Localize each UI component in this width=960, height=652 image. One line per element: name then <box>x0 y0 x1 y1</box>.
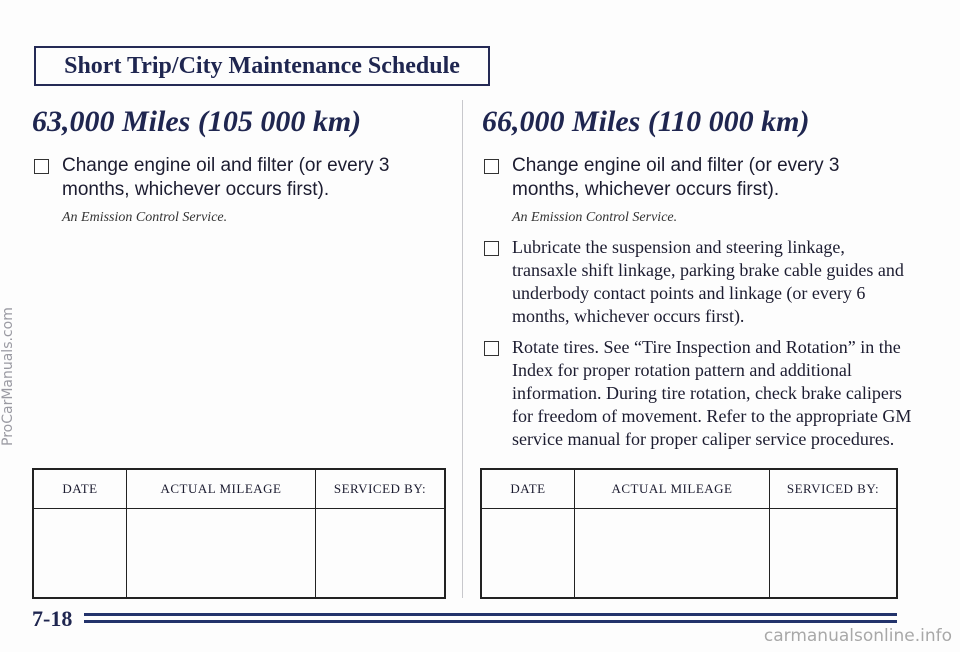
right-item-text: Lubricate the suspension and steering linkage, transaxle shift linkage, parking brake cable guides and underbody contact points and linkage (or every 6 months, whichever occurs first). <box>512 237 904 326</box>
checkbox-icon[interactable] <box>484 159 499 174</box>
right-mileage-heading: 66,000 Miles (110 000 km) <box>482 105 810 138</box>
checkbox-icon[interactable] <box>484 241 499 256</box>
date-cell[interactable] <box>481 509 575 599</box>
serviced-by-header: SERVICED BY: <box>770 469 898 509</box>
section-title: Short Trip/City Maintenance Schedule <box>64 52 460 79</box>
right-item-note: An Emission Control Service. <box>512 210 678 225</box>
checkbox-icon[interactable] <box>484 341 499 356</box>
right-checklist-item <box>482 336 912 451</box>
left-column <box>32 104 452 236</box>
bottom-watermark: carmanualsonline.info <box>763 626 952 646</box>
mileage-header: ACTUAL MILEAGE <box>127 469 316 509</box>
left-item-text: Change engine oil and filter (or every 3 months, whichever occurs first). <box>62 155 390 200</box>
left-mileage-heading: 63,000 Miles (105 000 km) <box>32 105 362 138</box>
date-cell[interactable] <box>33 509 127 599</box>
date-header: DATE <box>33 469 127 509</box>
left-item-note: An Emission Control Service. <box>62 210 228 225</box>
column-divider <box>462 100 463 598</box>
page-number: 7-18 <box>32 606 73 631</box>
serviced-by-cell[interactable] <box>316 509 446 599</box>
left-checklist-item <box>32 154 452 202</box>
mileage-header: ACTUAL MILEAGE <box>575 469 770 509</box>
right-checklist-item <box>482 154 912 202</box>
right-checklist-item <box>482 236 912 328</box>
date-header: DATE <box>481 469 575 509</box>
serviced-by-cell[interactable] <box>770 509 898 599</box>
left-service-record-table <box>32 468 446 599</box>
right-item-text: Change engine oil and filter (or every 3 months, whichever occurs first). <box>512 155 840 200</box>
section-title-box <box>34 46 490 86</box>
footer-rule <box>84 620 897 623</box>
footer-rule <box>84 613 897 616</box>
right-item-text: Rotate tires. See “Tire Inspection and Rotation” in the Index for proper rotation pattern and additional information. During tire rotation, check brake calipers for freedom of movement. Refer to the appropriate GM service manual for proper caliper service procedures. <box>512 337 912 449</box>
side-watermark: ProCarManuals.com <box>0 307 16 446</box>
serviced-by-header: SERVICED BY: <box>316 469 446 509</box>
mileage-cell[interactable] <box>575 509 770 599</box>
mileage-cell[interactable] <box>127 509 316 599</box>
checkbox-icon[interactable] <box>34 159 49 174</box>
right-service-record-table <box>480 468 898 599</box>
right-column <box>482 104 912 459</box>
